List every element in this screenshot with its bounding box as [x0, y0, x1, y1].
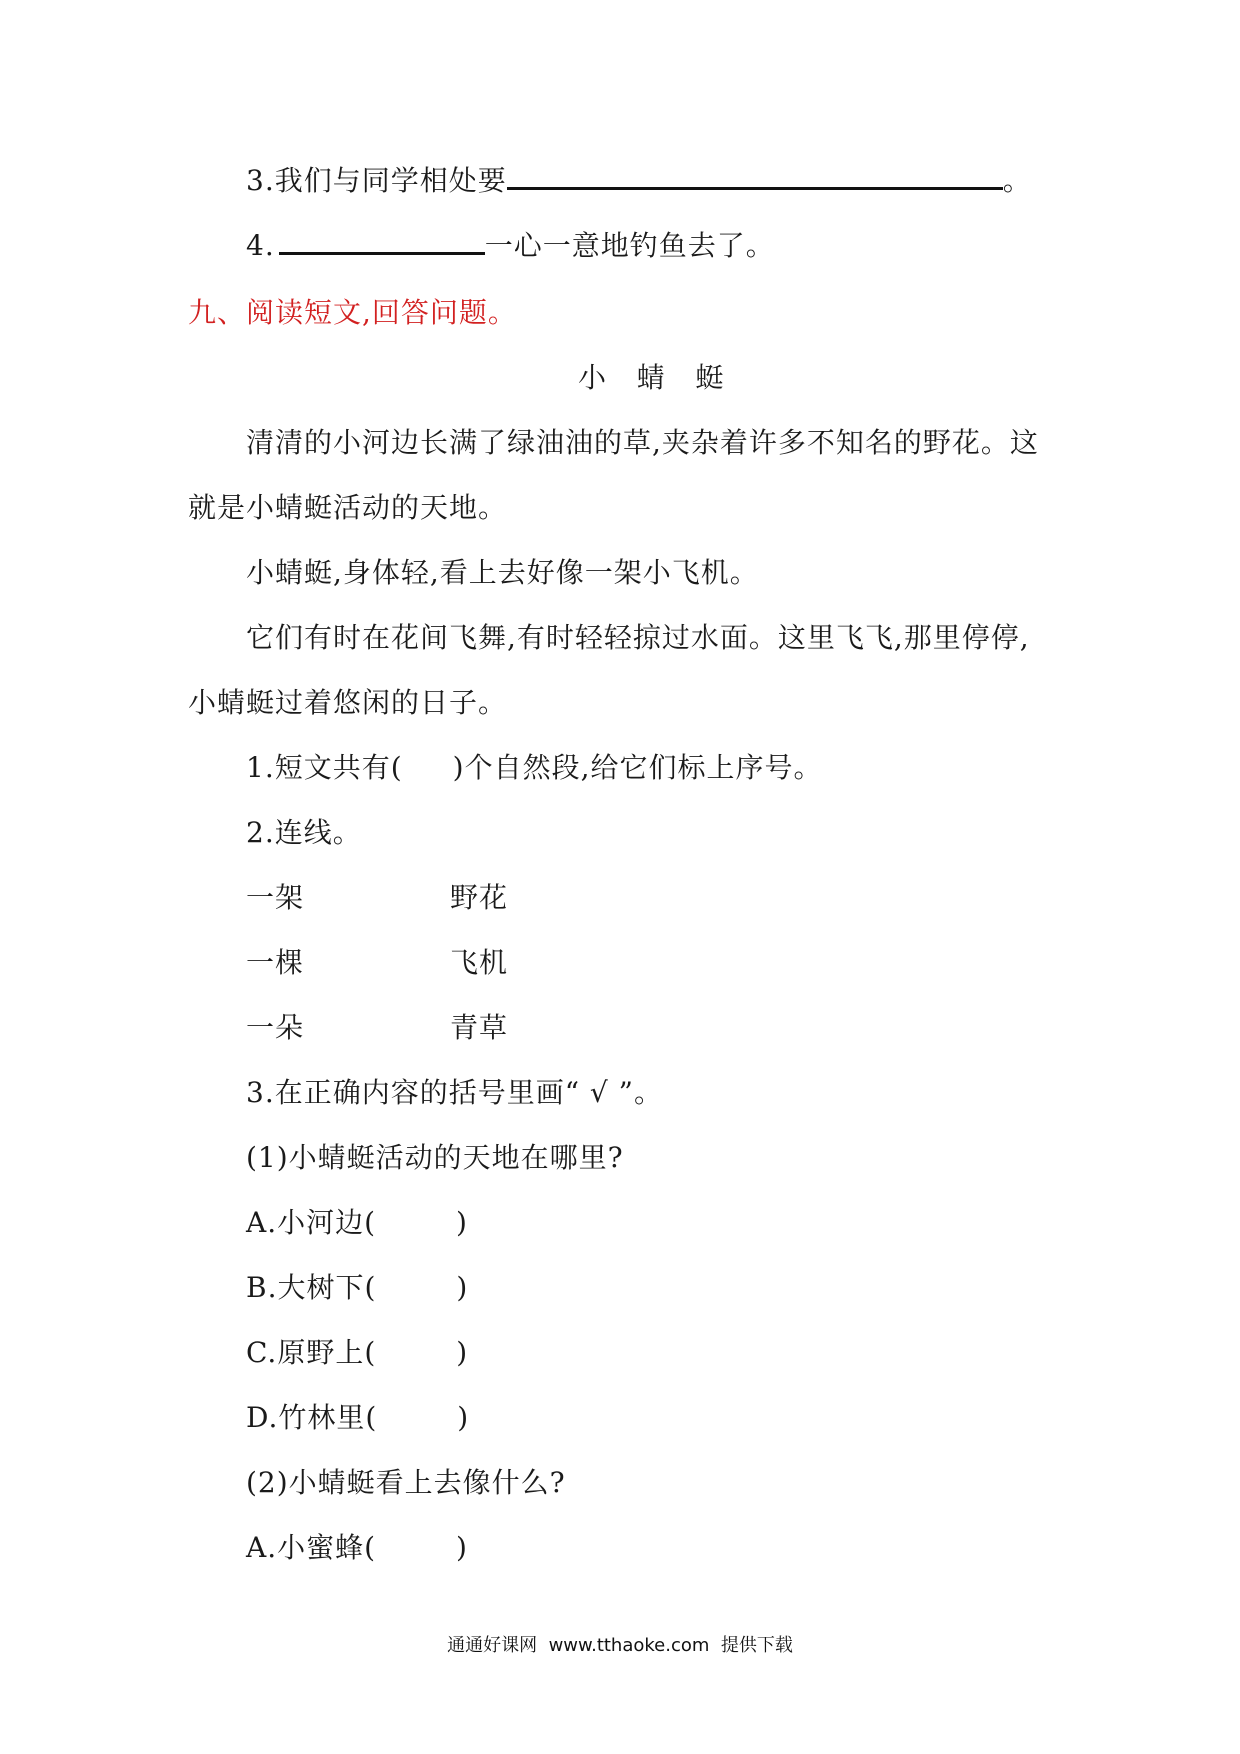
- close-paren: ): [456, 1336, 469, 1369]
- option-item[interactable]: [246, 1203, 468, 1243]
- passage-paragraph-3-line-1: 它们有时在花间飞舞,有时轻轻掠过水面。这里飞飞,那里停停,: [246, 621, 1030, 654]
- close-paren: ): [456, 1271, 469, 1304]
- option-label: A.小河边(: [246, 1206, 377, 1239]
- question-3-text: 3.我们与同学相处要: [246, 164, 507, 197]
- question-2: 2.连线。: [246, 816, 362, 849]
- option-item[interactable]: [246, 1528, 468, 1568]
- option-item[interactable]: [246, 1268, 468, 1308]
- passage-paragraph-2: 小蜻蜓,身体轻,看上去好像一架小飞机。: [246, 556, 759, 589]
- close-paren: ): [457, 1401, 470, 1434]
- passage-paragraph-1-line-2: 就是小蜻蜓活动的天地。: [188, 491, 508, 524]
- match-left-item[interactable]: 一朵: [246, 1011, 305, 1044]
- question-1-prefix: 1.短文共有(: [246, 751, 403, 784]
- question-1: [246, 748, 822, 788]
- sub-question-2: (2)小蜻蜓看上去像什么?: [246, 1466, 566, 1499]
- match-right-item[interactable]: 飞机: [450, 946, 509, 979]
- close-paren: ): [456, 1531, 468, 1564]
- match-right-item[interactable]: 野花: [450, 881, 509, 914]
- question-4-number: 4.: [246, 229, 275, 262]
- passage-paragraph-1-line-1: 清清的小河边长满了绿油油的草,夹杂着许多不知名的野花。这: [246, 426, 1039, 459]
- match-left-item[interactable]: 一架: [246, 881, 305, 914]
- question-3-end: 。: [1002, 164, 1032, 197]
- option-item[interactable]: [246, 1333, 468, 1373]
- option-label: C.原野上(: [246, 1336, 377, 1369]
- answer-blank[interactable]: [279, 226, 485, 255]
- option-label: B.大树下(: [246, 1271, 377, 1304]
- question-3: 3.在正确内容的括号里画“ √ ”。: [246, 1076, 663, 1109]
- sub-question-1: (1)小蜻蜓活动的天地在哪里?: [246, 1141, 624, 1174]
- option-label: A.小蜜蜂(: [246, 1531, 377, 1564]
- question-1-suffix: )个自然段,给它们标上序号。: [452, 751, 823, 784]
- passage-title: 小 蜻 蜓: [578, 361, 725, 394]
- passage-paragraph-3-line-2: 小蜻蜓过着悠闲的日子。: [188, 686, 508, 719]
- question-3-line: [246, 161, 1032, 201]
- section-heading: 九、阅读短文,回答问题。: [188, 296, 517, 329]
- question-4-line: [246, 226, 775, 266]
- close-paren: ): [456, 1206, 468, 1239]
- footer-text: 通通好课网 www.tthaoke.com 提供下载: [447, 1635, 793, 1656]
- option-item[interactable]: [246, 1398, 469, 1438]
- match-left-item[interactable]: 一棵: [246, 946, 305, 979]
- question-4-text: 一心一意地钓鱼去了。: [484, 229, 775, 262]
- answer-blank[interactable]: [507, 161, 1003, 190]
- match-right-item[interactable]: 青草: [450, 1011, 509, 1044]
- option-label: D.竹林里(: [246, 1401, 378, 1434]
